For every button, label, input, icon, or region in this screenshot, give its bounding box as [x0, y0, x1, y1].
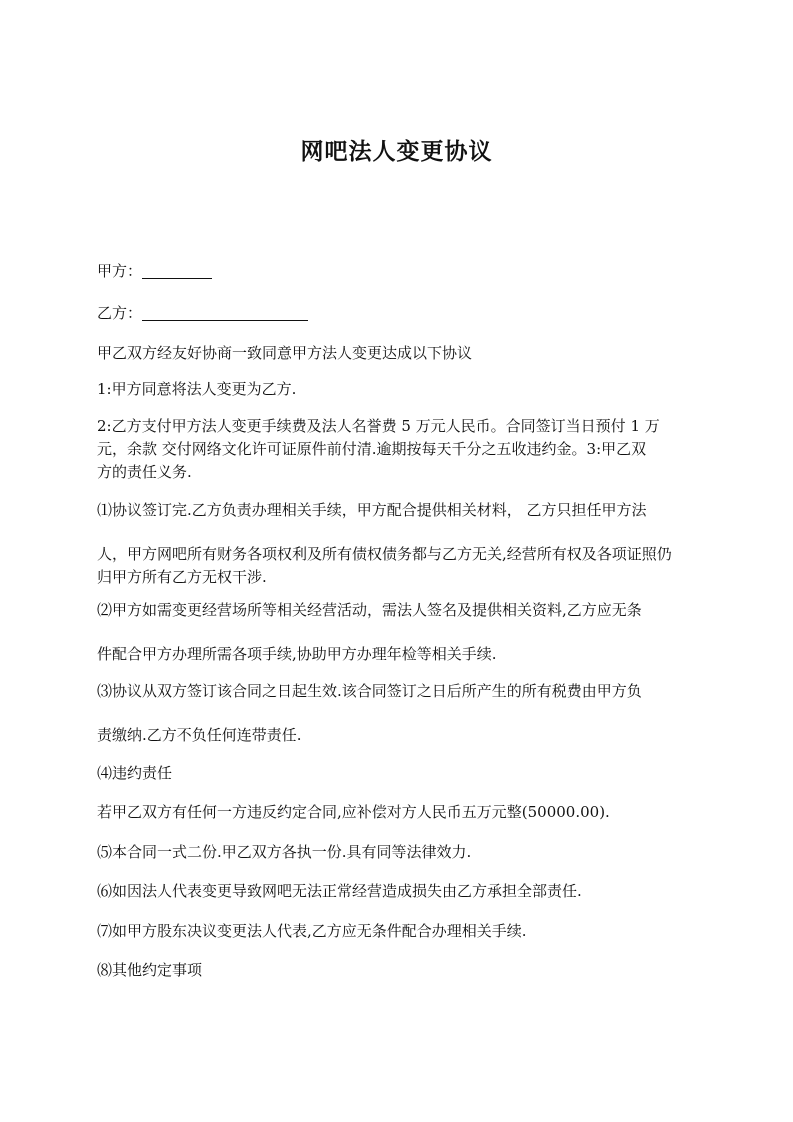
clause-2	[97, 415, 699, 484]
clause-2-line: 2:乙方支付甲方法人变更手续费及法人名誉费 5 万元人民币。合同签订当日预付 1 万	[97, 417, 660, 435]
item-1-continued	[97, 543, 699, 589]
item-1-line-3: 归甲方所有乙方无权干涉.	[97, 568, 267, 586]
item-1-line-2: 人，甲方网吧所有财务各项权利及所有债权债务都与乙方无关,经营所有权及各项证照仍	[97, 545, 672, 563]
item-3-line-2: 责缴纳.乙方不负任何连带责任.	[97, 726, 302, 744]
item-2-line-1: ⑵甲方如需变更经营场所等相关经营活动，需法人签名及提供相关资料,乙方应无条	[97, 601, 642, 619]
party-b-label: 乙方：	[97, 304, 143, 322]
party-b-line	[97, 302, 699, 325]
item-4-detail: 若甲乙双方有任何一方违反约定合同,应补偿对方人民币五万元整(50000.00).	[97, 803, 610, 821]
item-1-line-1: ⑴协议签订完.乙方负责办理相关手续，甲方配合提供相关材料， 乙方只担任甲方法	[97, 501, 647, 519]
item-5: ⑸本合同一式二份.甲乙双方各执一份.具有同等法律效力.	[97, 843, 472, 861]
party-a-blank	[142, 262, 212, 279]
item-4: ⑷违约责任	[97, 764, 173, 782]
intro-paragraph: 甲乙双方经友好协商一致同意甲方法人变更达成以下协议	[97, 344, 473, 362]
party-b-blank	[142, 304, 308, 321]
clause-2-line: 元，余款 交付网络文化许可证原件前付清.逾期按每天千分之五收违约金。3:甲乙双	[97, 440, 647, 458]
item-2-line-2: 件配合甲方办理所需各项手续,协助甲方办理年检等相关手续.	[97, 645, 497, 663]
item-7: ⑺如甲方股东决议变更法人代表,乙方应无条件配合办理相关手续.	[97, 922, 527, 940]
document-title: 网吧法人变更协议	[300, 138, 493, 165]
party-a-label: 甲方：	[97, 262, 143, 280]
item-3-line-1: ⑶协议从双方签订该合同之日起生效.该合同签订之日后所产生的所有税费由甲方负	[97, 682, 642, 700]
party-a-line	[97, 260, 699, 283]
item-6: ⑹如因法人代表变更导致网吧无法正常经营造成损失由乙方承担全部责任.	[97, 882, 582, 900]
clause-2-line: 方的责任义务.	[97, 463, 192, 481]
item-8: ⑻其他约定事项	[97, 961, 203, 979]
clause-1: 1:甲方同意将法人变更为乙方.	[97, 380, 297, 398]
